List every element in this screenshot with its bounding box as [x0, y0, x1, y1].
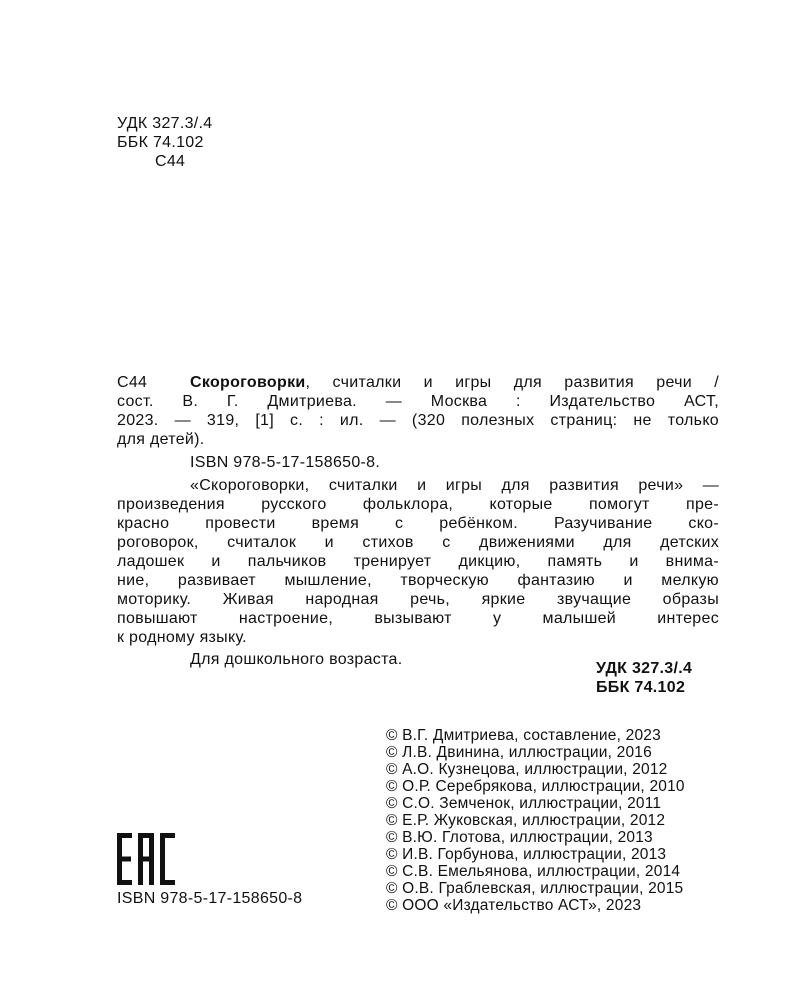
entry-line-3: 2023. — 319, [1] с. : ил. — (320 полезных страниц: не только	[117, 412, 719, 429]
copyright-line: © С.В. Емельянова, иллюстрации, 2014	[386, 863, 681, 880]
bbk-code-bottom: ББК 74.102	[596, 679, 686, 696]
annotation-line: произведения русского фольклора, которые помогут пре-	[117, 496, 719, 513]
udk-code: УДК 327.3/.4	[117, 115, 213, 132]
book-title: Скороговорки	[190, 374, 306, 391]
copyright-line: © Е.Р. Жуковская, иллюстрации, 2012	[386, 812, 666, 829]
isbn-bottom: ISBN 978-5-17-158650-8	[117, 890, 303, 907]
annotation-line: повышают настроение, вызывают у малышей интерес	[117, 610, 719, 627]
bbk-code: ББК 74.102	[117, 134, 204, 151]
copyright-line: © И.В. Горбунова, иллюстрации, 2013	[386, 846, 667, 863]
copyright-line: © О.Р. Серебрякова, иллюстрации, 2010	[386, 778, 685, 795]
author-sign: С44	[155, 153, 186, 170]
annotation-line: «Скороговорки, считалки и игры для развития речи» —	[190, 477, 719, 494]
annotation-line: ладошек и пальчиков тренирует дикцию, память и внима-	[117, 553, 719, 570]
classification-codes-top	[117, 114, 212, 171]
copyright-line: © В.Г. Дмитриева, составление, 2023	[386, 727, 661, 744]
entry-isbn: ISBN 978-5-17-158650-8.	[190, 454, 381, 471]
copyright-line: © С.О. Земченок, иллюстрации, 2011	[386, 795, 662, 812]
eac-mark-icon	[117, 833, 175, 885]
annotation	[117, 476, 719, 669]
annotation-line: роговорок, считалок и стихов с движениями для детских	[117, 534, 719, 551]
entry-line-4: для детей).	[117, 431, 205, 448]
annotation-line: красно провести время с ребёнком. Разучивание ско-	[117, 515, 719, 532]
copyright-line: © Л.В. Двинина, иллюстрации, 2016	[386, 744, 652, 761]
annotation-line: ние, развивает мышление, творческую фантазию и мелкую	[117, 572, 719, 589]
entry-code: С44	[117, 374, 148, 391]
copyright-line: © А.О. Кузнецова, иллюстрации, 2012	[386, 761, 668, 778]
entry-line-2: сост. В. Г. Дмитриева. — Москва : Издательство АСТ,	[117, 393, 719, 410]
entry-line-1	[117, 373, 719, 392]
age-rating: Для дошкольного возраста.	[190, 651, 403, 668]
copyright-line: © ООО «Издательство АСТ», 2023	[386, 897, 642, 914]
entry-line-1-rest: , считалки и игры для развития речи /	[305, 374, 719, 391]
annotation-line: моторику. Живая народная речь, яркие звучащие образы	[117, 591, 719, 608]
copyright-line: © О.В. Граблевская, иллюстрации, 2015	[386, 880, 684, 897]
bibliographic-entry	[117, 373, 719, 669]
copyright-list	[386, 727, 685, 914]
classification-codes-bottom	[596, 659, 692, 697]
udk-code-bottom: УДК 327.3/.4	[596, 660, 693, 677]
annotation-line: к родному языку.	[117, 629, 247, 646]
copyright-line: © В.Ю. Глотова, иллюстрации, 2013	[386, 829, 653, 846]
